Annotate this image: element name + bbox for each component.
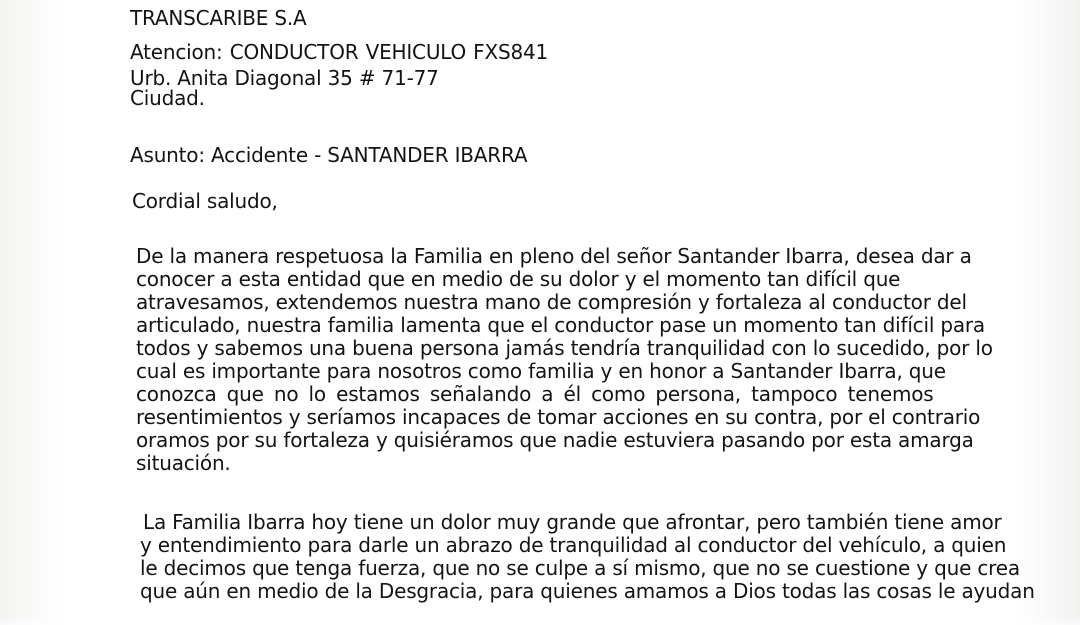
- recipient-company: TRANSCARIBE S.A: [130, 6, 307, 30]
- recipient-address: Urb. Anita Diagonal 35 # 71-77: [130, 66, 439, 90]
- paragraph-1-line: oramos por su fortaleza y quisiéramos que nadie estuviera pasando por esta amarga: [136, 428, 974, 452]
- recipient-attention: Atencion: CONDUCTOR VEHICULO FXS841: [130, 40, 549, 64]
- paragraph-1-line: todos y sabemos una buena persona jamás tendría tranquilidad con lo sucedido, por lo: [136, 336, 993, 360]
- paragraph-1-line: resentimientos y seríamos incapaces de tomar acciones en su contra, por el contrario: [136, 405, 981, 429]
- paragraph-1-line: atravesamos, extendemos nuestra mano de compresión y fortaleza al conductor del: [136, 290, 967, 314]
- paragraph-1-line: conozca que no lo estamos señalando a él como persona, tampoco tenemos: [136, 382, 934, 406]
- paragraph-1-line: articulado, nuestra familia lamenta que el conductor pase un momento tan difícil para: [136, 313, 985, 337]
- paragraph-2-line: y entendimiento para darle un abrazo de tranquilidad al conductor del vehículo, a quien: [140, 533, 1007, 557]
- paragraph-1-line: conocer a esta entidad que en medio de su dolor y el momento tan difícil que: [136, 267, 901, 291]
- paragraph-2-line: La Familia Ibarra hoy tiene un dolor muy grande que afrontar, pero también tiene amor: [143, 510, 1002, 534]
- letter-subject: Asunto: Accidente - SANTANDER IBARRA: [130, 143, 528, 167]
- paragraph-1-line: De la manera respetuosa la Familia en pleno del señor Santander Ibarra, desea dar a: [136, 244, 972, 268]
- paragraph-1-line: cual es importante para nosotros como familia y en honor a Santander Ibarra, que: [136, 359, 946, 383]
- paragraph-2-line: le decimos que tenga fuerza, que no se culpe a sí mismo, que no se cuestione y que crea: [140, 556, 1020, 580]
- paragraph-2-line: que aún en medio de la Desgracia, para quienes amamos a Dios todas las cosas le ayudan: [140, 579, 1035, 603]
- letter-greeting: Cordial saludo,: [132, 189, 278, 213]
- recipient-city: Ciudad.: [130, 86, 205, 110]
- paragraph-1-line: situación.: [136, 451, 231, 475]
- page-bottom-edge: [0, 617, 1080, 625]
